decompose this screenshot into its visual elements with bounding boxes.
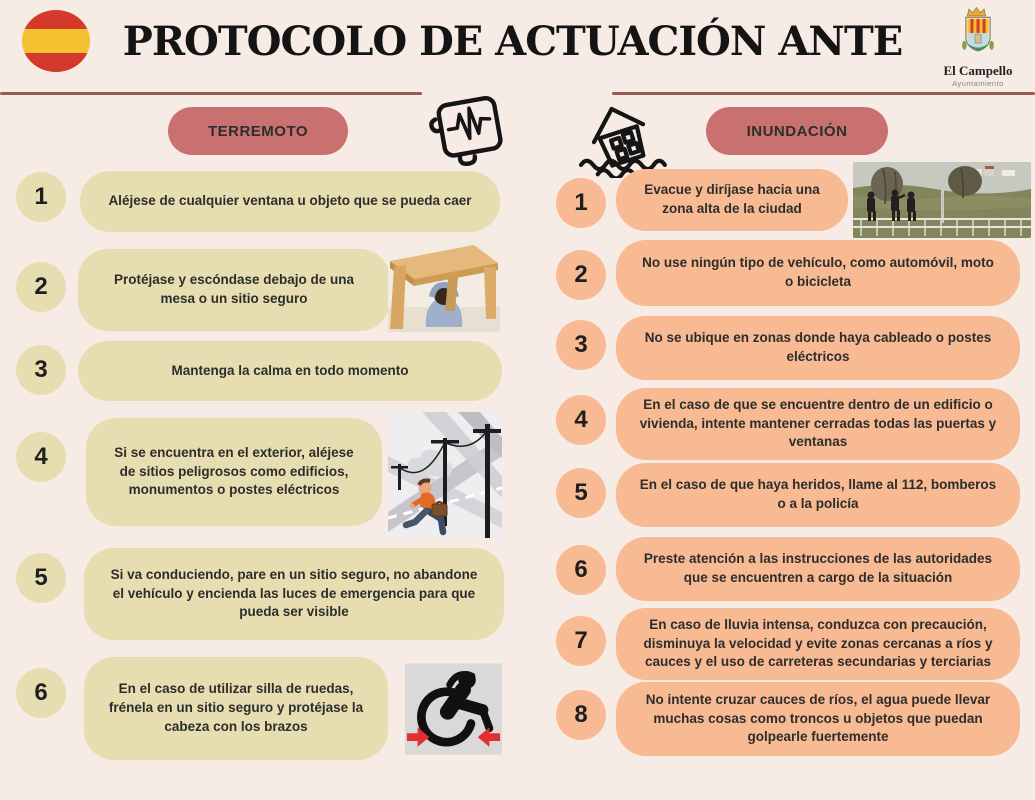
- logo-subtitle: Ayuntamiento: [952, 79, 1004, 88]
- earthquake-step-number: 6: [16, 668, 66, 718]
- municipal-logo: [934, 6, 1022, 88]
- earthquake-step-text: Mantenga la calma en todo momento: [78, 341, 502, 401]
- wheelchair-brake-icon: [405, 663, 502, 755]
- earthquake-step-text: Aléjese de cualquier ventana u objeto que se pueda caer: [80, 171, 500, 232]
- spain-flag-icon: [22, 10, 90, 72]
- column-header-terremoto: TERREMOTO: [168, 107, 348, 155]
- flood-step-text: Preste atención a las instrucciones de las autoridades que se encuentren a cargo de la situación: [616, 537, 1020, 601]
- flood-step-number: 2: [556, 250, 606, 300]
- earthquake-step-number: 3: [16, 345, 66, 395]
- earthquake-step-text: Si va conduciendo, pare en un sitio seguro, no abandone el vehículo y encienda las luces de emergencia para que pueda ser visible: [84, 548, 504, 640]
- earthquake-step-text: En el caso de utilizar silla de ruedas, frénela en un sitio seguro y protéjase la cabeza con los brazos: [84, 657, 388, 760]
- column-header-inundacion: INUNDACIÓN: [706, 107, 888, 155]
- flood-step-number: 4: [556, 395, 606, 445]
- flood-step-text: No se ubique en zonas donde haya cableado o postes eléctricos: [616, 316, 1020, 380]
- flood-step-text: No use ningún tipo de vehículo, como automóvil, moto o bicicleta: [616, 240, 1020, 306]
- flood-step-number: 8: [556, 690, 606, 740]
- flood-step-number: 1: [556, 178, 606, 228]
- earthquake-step-number: 1: [16, 172, 66, 222]
- earthquake-step-text: Protéjase y escóndase debajo de una mesa o un sitio seguro: [78, 249, 390, 331]
- earthquake-step-number: 2: [16, 262, 66, 312]
- running-person-illustration: [388, 412, 502, 538]
- under-table-photo: [388, 239, 500, 332]
- flood-photo: [853, 162, 1031, 238]
- sinking-house-icon: [574, 96, 670, 178]
- page-title: PROTOCOLO DE ACTUACIÓN ANTE: [122, 18, 903, 65]
- seismograph-icon: [424, 84, 512, 172]
- divider-left: [0, 92, 422, 95]
- logo-name: El Campello: [943, 63, 1013, 78]
- flood-step-number: 3: [556, 320, 606, 370]
- flood-step-text: En el caso de que haya heridos, llame al 112, bomberos o a la policía: [616, 463, 1020, 527]
- flood-step-text: En el caso de que se encuentre dentro de un edificio o vivienda, intente mantener cerradas todas las puertas y ventanas: [616, 388, 1020, 460]
- crest-icon: [955, 6, 1001, 62]
- flood-step-number: 7: [556, 616, 606, 666]
- flood-step-number: 6: [556, 545, 606, 595]
- flood-step-number: 5: [556, 468, 606, 518]
- earthquake-step-number: 4: [16, 432, 66, 482]
- divider-right: [612, 92, 1035, 95]
- flood-step-text: Evacue y diríjase hacia una zona alta de la ciudad: [616, 169, 848, 231]
- flood-step-text: No intente cruzar cauces de ríos, el agua puede llevar muchas cosas como troncos u objetos que puedan golpearle fuertemente: [616, 682, 1020, 756]
- earthquake-step-text: Si se encuentra en el exterior, aléjese de sitios peligrosos como edificios, monumentos o postes eléctricos: [86, 418, 382, 526]
- earthquake-step-number: 5: [16, 553, 66, 603]
- flood-step-text: En caso de lluvia intensa, conduzca con precaución, disminuya la velocidad y evite zonas cercanas a ríos y cauces y el uso de carreteras secundarias y terciarias: [616, 608, 1020, 680]
